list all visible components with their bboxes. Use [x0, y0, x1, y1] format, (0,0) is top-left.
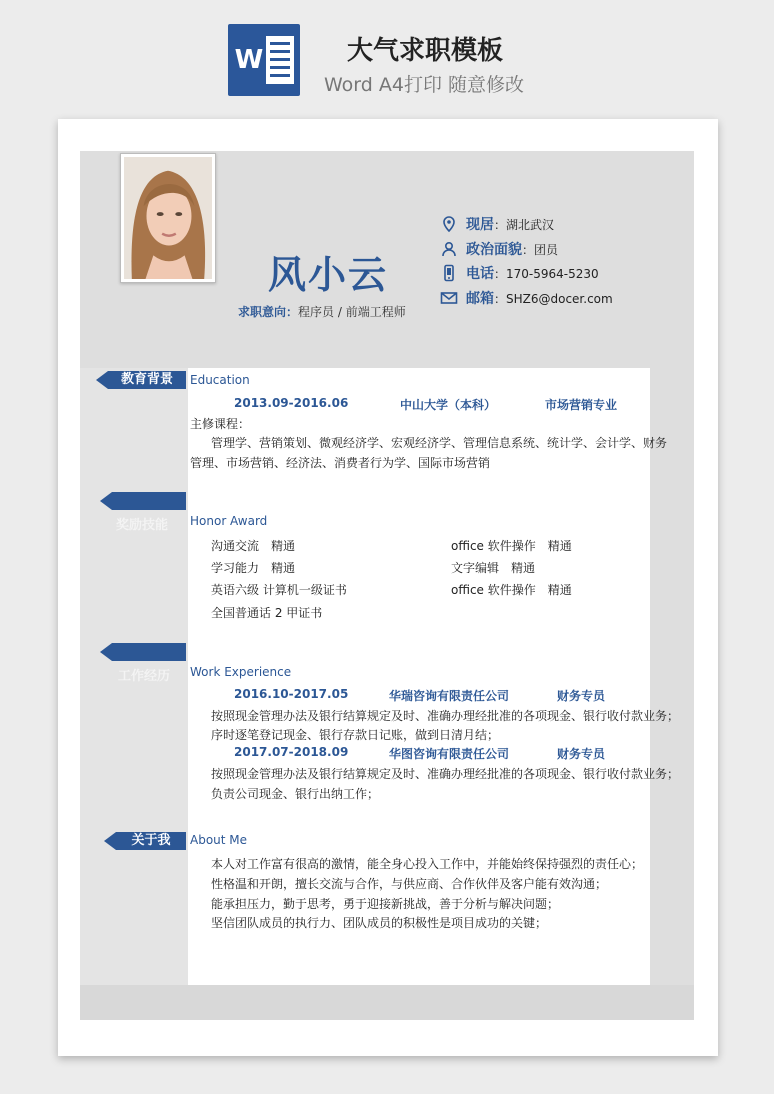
contact-email-key: 邮箱	[466, 291, 494, 307]
contact-phone-value: ：170-5964-5230	[494, 266, 599, 281]
job-intent	[238, 303, 406, 320]
job-1-role: 财务专员	[557, 689, 606, 703]
contact-location	[440, 214, 554, 234]
job-2-line2: 负责公司现金、银行出纳工作；	[211, 787, 380, 801]
job-1-line1: 按照现金管理办法及银行结算规定及时、准确办理经批准的各项现金、银行收付款业务；	[211, 709, 680, 723]
section-bar-work	[112, 643, 186, 661]
template-banner	[0, 0, 774, 118]
location-pin-icon	[440, 215, 458, 233]
honor-right-2: 文字编辑 精通	[451, 561, 536, 575]
honor-left-4: 全国普通话 2 甲证书	[211, 606, 323, 620]
section-tab-work: 工作经历	[118, 669, 171, 684]
contact-email-value: ：SHZ6@docer.com	[494, 291, 613, 306]
profile-photo	[120, 153, 216, 283]
job-intent-value: 程序员 / 前端工程师	[298, 305, 406, 319]
contact-political-key: 政治面貌	[466, 242, 522, 258]
about-line-3: 能承担压力，勤于思考，勇于迎接新挑战，善于分析与解决问题；	[211, 897, 560, 911]
contact-phone	[440, 263, 599, 283]
job-intent-label: 求职意向：	[238, 305, 299, 319]
mail-icon	[440, 289, 458, 307]
education-courses-line2: 管理、市场营销、经济法、消费者行为学、国际市场营销	[190, 456, 491, 470]
banner-title: 大气求职模板	[346, 36, 503, 66]
section-title-en-education: Education	[190, 373, 250, 387]
contact-location-value: ：湖北武汉	[494, 217, 555, 232]
job-2-company: 华图咨询有限责任公司	[389, 747, 510, 761]
contact-location-key: 现居	[466, 217, 494, 233]
section-tab-honors: 奖励技能	[116, 518, 169, 533]
about-line-4: 坚信团队成员的执行力、团队成员的积极性是项目成功的关键；	[211, 916, 548, 930]
contact-political-value: ：团员	[522, 242, 559, 257]
job-2-line1: 按照现金管理办法及银行结算规定及时、准确办理经批准的各项现金、银行收付款业务；	[211, 767, 680, 781]
education-period: 2013.09-2016.06	[234, 396, 349, 410]
education-courses-label: 主修课程：	[190, 417, 251, 431]
contact-political	[440, 239, 558, 259]
job-2-role: 财务专员	[557, 747, 606, 761]
section-tab-about: 关于我	[116, 832, 186, 850]
candidate-name: 风小云	[267, 253, 388, 297]
contact-email	[440, 288, 613, 308]
honor-left-2: 学习能力 精通	[211, 561, 296, 575]
section-title-en-about: About Me	[190, 833, 248, 847]
section-title-en-honors: Honor Award	[190, 514, 268, 528]
job-2-period: 2017.07-2018.09	[234, 745, 349, 759]
bottom-strip	[80, 985, 694, 1020]
section-tab-education: 教育背景	[108, 371, 186, 389]
job-1-company: 华瑞咨询有限责任公司	[389, 689, 510, 703]
honor-right-3: office 软件操作 精通	[451, 583, 572, 597]
user-icon	[440, 240, 458, 258]
word-logo-letter: W	[234, 45, 264, 75]
banner-subtitle: Word A4打印 随意修改	[324, 74, 525, 96]
job-1-line2: 序时逐笔登记现金、银行存款日记账，做到日清月结；	[211, 728, 500, 742]
honor-left-3: 英语六级 计算机一级证书	[211, 583, 347, 597]
phone-icon	[440, 264, 458, 282]
about-line-2: 性格温和开朗，擅长交流与合作，与供应商、合作伙伴及客户能有效沟通；	[211, 877, 608, 891]
education-major: 市场营销专业	[545, 398, 618, 412]
job-1-period: 2016.10-2017.05	[234, 687, 349, 701]
education-school: 中山大学（本科）	[400, 398, 497, 412]
contact-phone-key: 电话	[466, 266, 494, 282]
section-bar-honors	[112, 492, 186, 510]
about-line-1: 本人对工作富有很高的激情，能全身心投入工作中，并能始终保持强烈的责任心；	[211, 857, 644, 871]
section-title-en-work: Work Experience	[190, 665, 292, 679]
honor-left-1: 沟通交流 精通	[211, 539, 296, 553]
word-icon	[228, 24, 300, 96]
education-courses-line1: 管理学、营销策划、微观经济学、宏观经济学、管理信息系统、统计学、会计学、财务	[211, 436, 668, 450]
honor-right-1: office 软件操作 精通	[451, 539, 572, 553]
